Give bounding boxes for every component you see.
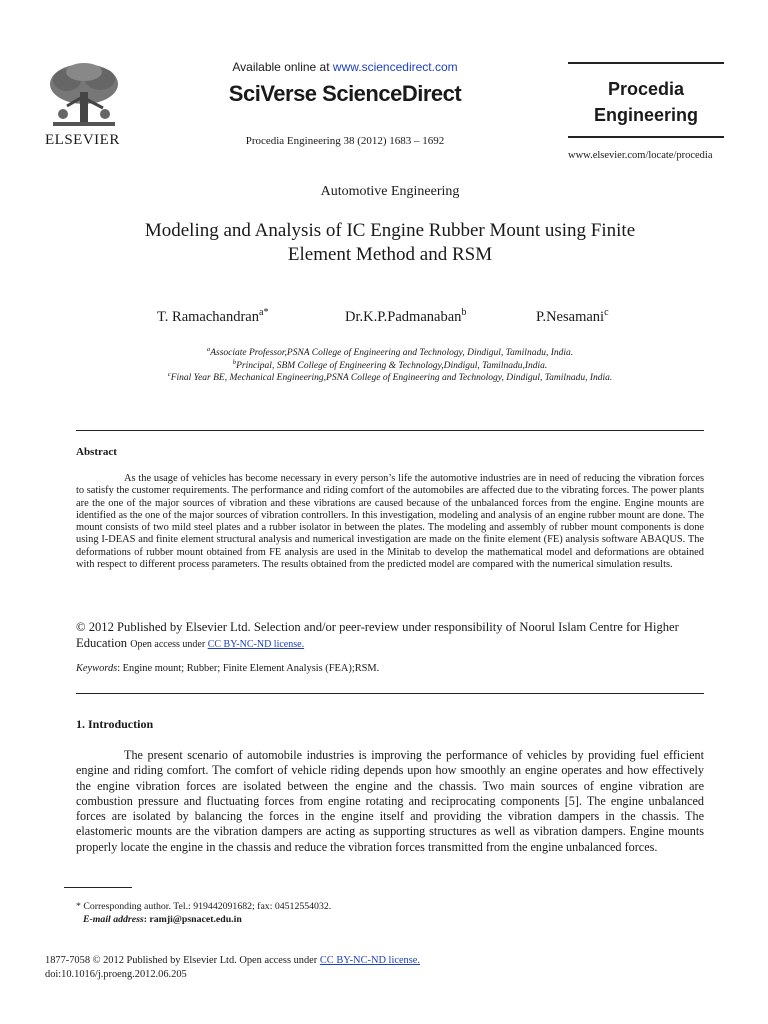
doi: doi:10.1016/j.proeng.2012.06.205 — [45, 968, 187, 980]
publisher-wordmark: ELSEVIER — [45, 132, 120, 148]
keywords — [76, 663, 704, 674]
footer-open-access-label: Open access under — [239, 955, 320, 966]
author-3 — [536, 309, 609, 326]
article-title — [60, 219, 720, 267]
intro-text: The present scenario of automobile industries is improving the performance of vehicles by providing fuel efficient engine and riding comfort. The comfort of vehicle riding depends upon how smoothly an engine operates and how effectively the engine vibration forces are isolated between the engine and the chassis. Two main sources of engine vibration are combustion pressure and fluctuating forces from engine rotating and reciprocating components [5]. The engine unbalanced forces are isolated by balancing the forces in the engine itself and providing the vibration dampers in the chassis. The elastomeric mounts are the vibration dampers are acting as supporting structures as well as vibration dampers. Engine mounts properly locate the engine in the chassis and reduce the vibration forces transmitted from the engine unbalanced forces. — [76, 748, 704, 854]
email-label: E-mail address — [83, 913, 144, 925]
intro-heading: 1. Introduction — [76, 717, 154, 731]
license-link[interactable]: CC BY-NC-ND license. — [207, 639, 305, 650]
journal-name-line2: Engineering — [593, 105, 698, 125]
email-address: : ramji@psnacet.edu.in — [143, 913, 242, 925]
affiliation-b-sup: b — [232, 358, 237, 366]
affiliation-c-text: Final Year BE, Mechanical Engineering,PSNA College of Engineering and Technology, Dindigul, Tamilnadu, India. — [170, 373, 613, 383]
affiliations — [60, 347, 720, 385]
author-1 — [157, 309, 269, 326]
article-title-line1: Modeling and Analysis of IC Engine Rubber Mount using Finite — [144, 220, 636, 241]
affiliation-c-sup: c — [167, 370, 171, 378]
issn-text: 1877-7058 © 2012 Published by Elsevier Ltd. — [45, 955, 237, 966]
affiliation-a-sup: a — [206, 345, 211, 353]
author-2 — [345, 309, 466, 326]
author-2-sup: b — [461, 307, 467, 319]
keywords-label: Keywords — [76, 663, 118, 674]
abstract-rule-top — [76, 430, 704, 431]
journal-url[interactable]: www.elsevier.com/locate/procedia — [568, 150, 713, 161]
author-1-sup: a* — [259, 307, 269, 319]
footnote-rule — [64, 887, 132, 888]
journal-name-line1: Procedia — [607, 79, 685, 99]
affiliation-a-text: Associate Professor,PSNA College of Engineering and Technology, Dindigul, Tamilnadu, India. — [210, 348, 574, 358]
available-online — [200, 60, 490, 74]
author-1-name: T. Ramachandran — [157, 309, 259, 325]
open-access-label: Open access under — [130, 639, 208, 650]
elsevier-tree-logo — [45, 62, 123, 130]
email-line — [76, 914, 331, 927]
article-title-line2: Element Method and RSM — [287, 244, 493, 265]
abstract-rule-bottom — [76, 693, 704, 694]
keywords-text: : Engine mount; Rubber; Finite Element Analysis (FEA);RSM. — [117, 663, 380, 674]
journal-rule-top — [568, 62, 724, 64]
corresponding-author: * Corresponding author. Tel.: 919442091682; fax: 04512554032. — [76, 901, 332, 912]
footnote — [76, 901, 331, 926]
journal-rule-bottom — [568, 136, 724, 138]
sciencedirect-link[interactable]: www.sciencedirect.com — [332, 60, 458, 74]
abstract-heading: Abstract — [76, 446, 117, 458]
journal-name — [568, 76, 724, 128]
affiliation-a — [60, 347, 720, 360]
available-online-label: Available online at — [232, 60, 333, 74]
copyright-text: © 2012 Published by Elsevier Ltd. Selection and/or peer-review under responsibility of Noorul Islam Centre for Higher Education — [76, 620, 679, 650]
affiliation-b-text: Principal, SBM College of Engineering & Technology,Dindigul, Tamilnadu,India. — [236, 360, 548, 371]
author-3-name: P.Nesamani — [536, 309, 605, 325]
affiliation-b — [60, 360, 720, 373]
author-3-sup: c — [604, 307, 609, 319]
copyright-notice — [76, 619, 704, 653]
author-2-name: Dr.K.P.Padmanaban — [345, 309, 462, 325]
page-footer — [45, 954, 420, 981]
affiliation-c — [60, 372, 720, 385]
sciverse-brand: SciVerse ScienceDirect — [228, 81, 462, 106]
journal-citation: Procedia Engineering 38 (2012) 1683 – 1692 — [245, 135, 445, 147]
section-label: Automotive Engineering — [320, 184, 460, 199]
issn-line — [45, 954, 420, 968]
footer-license-link[interactable]: CC BY-NC-ND license. — [319, 955, 421, 966]
abstract-text: As the usage of vehicles has become necessary in every person’s life the automotive industries are in need of reducing the vibration forces to satisfy the customer requirements. The performance and riding comfort of the automobiles are affected due to the vibrating forces. The power plants are the one of the major sources of vibration and these vibrations are caused because of the unbalanced forces from the engine. Engine mounts are identified as the one of the major sources of vibration controllers. In this investigation, modeling and analysis of an engine rubber mount are done. The mount consists of two mild steel plates and a rubber isolator in between the plates. The modeling and assembly of rubber mount components is done using I-DEAS and finite element structural analysis and numerical investigation are made on the finite element (FE) analysis software ABAQUS. The deformations of rubber mount obtained from FE analysis are used in the Minitab to develop the mathematical model and deformations are obtained with respect to different process parameters. The results obtained from the predicted model are compared with the numerical simulation results. — [76, 473, 704, 571]
